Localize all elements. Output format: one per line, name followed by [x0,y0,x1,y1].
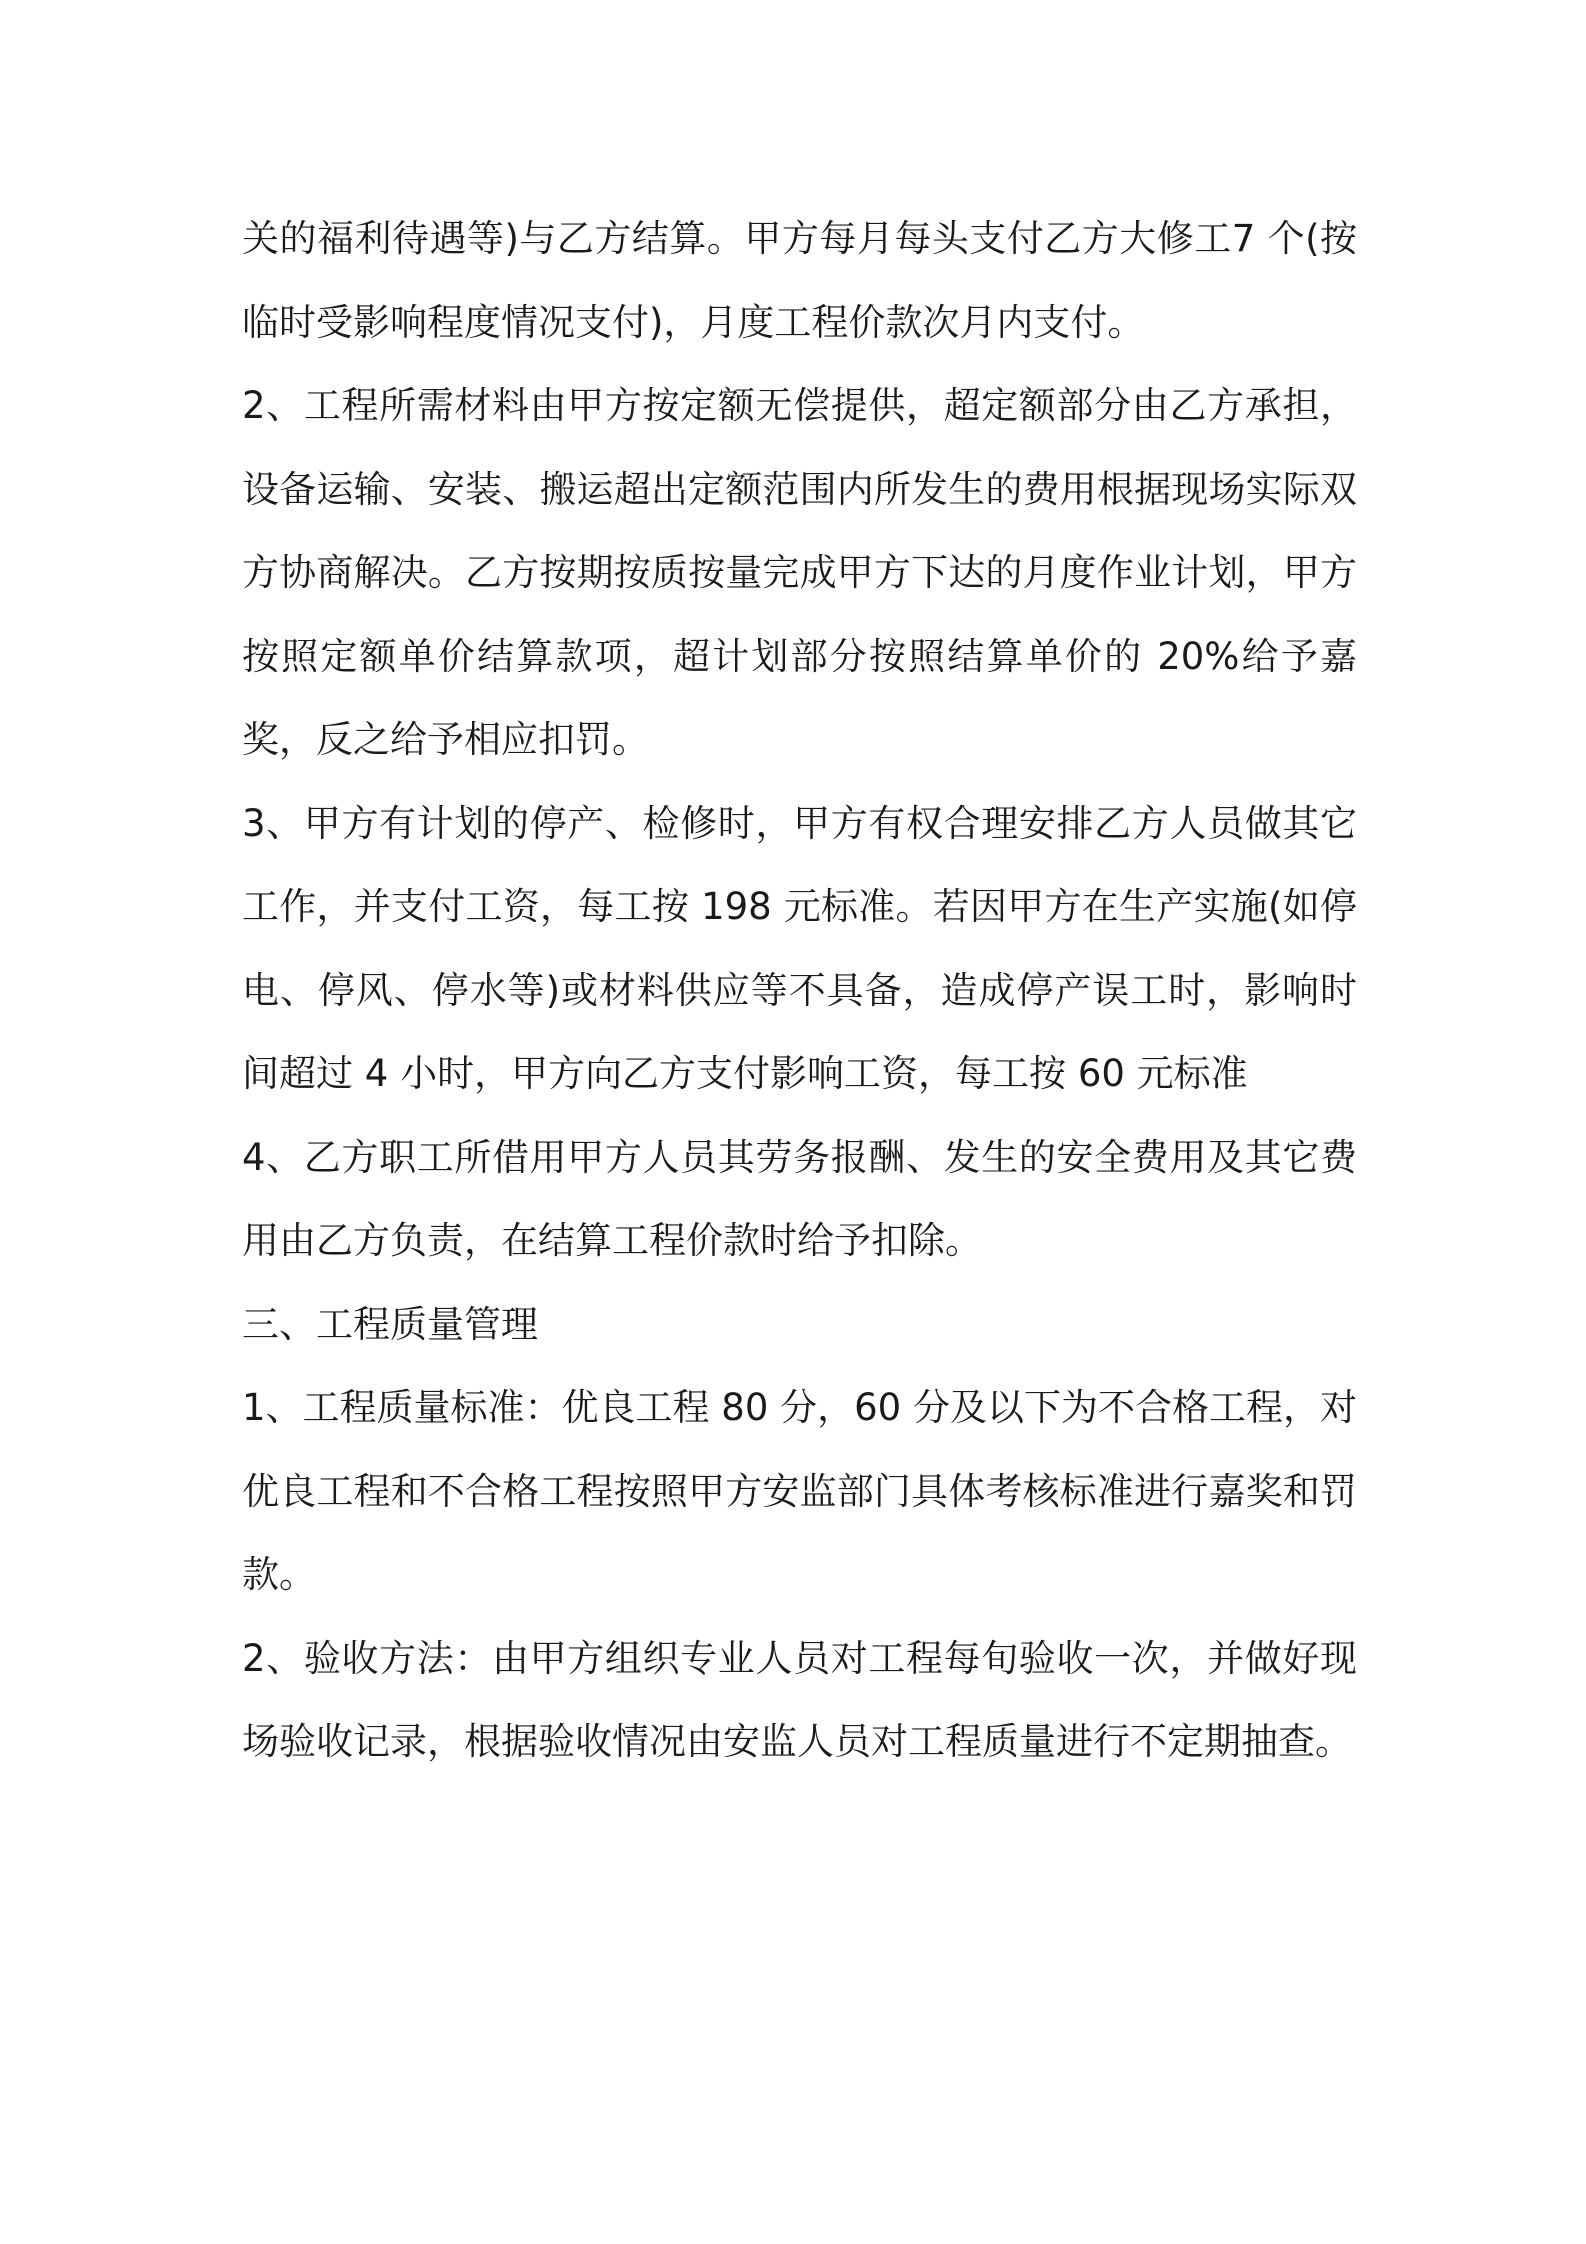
document-body [242,197,1357,1784]
paragraph-acceptance-method: 2、验收方法：由甲方组织专业人员对工程每旬验收一次，并做好现场验收记录，根据验收情况由安监人员对工程质量进行不定期抽查。 [242,1636,1357,1763]
paragraph-labor-costs: 4、乙方职工所借用甲方人员其劳务报酬、发生的安全费用及其它费用由乙方负责，在结算工程价款时给予扣除。 [242,1135,1357,1262]
paragraph-quality-standard: 1、工程质量标准：优良工程 80 分，60 分及以下为不合格工程，对优良工程和不合格工程按照甲方安监部门具体考核标准进行嘉奖和罚款。 [242,1386,1357,1596]
paragraph-shutdown: 3、甲方有计划的停产、检修时，甲方有权合理安排乙方人员做其它工作，并支付工资，每工按 198 元标准。若因甲方在生产实施(如停电、停风、停水等)或材料供应等不具备，造成停产误工时，影响时间超过 4 小时，甲方向乙方支付影响工资，每工按 60 元标准 [242,801,1357,1095]
paragraph-settlement: 关的福利待遇等)与乙方结算。甲方每月每头支付乙方大修工7 个(按临时受影响程度情况支付)，月度工程价款次月内支付。 [242,217,1357,344]
section-heading-quality: 三、工程质量管理 [242,1302,538,1346]
paragraph-materials: 2、工程所需材料由甲方按定额无偿提供，超定额部分由乙方承担，设备运输、安装、搬运超出定额范围内所发生的费用根据现场实际双方协商解决。乙方按期按质按量完成甲方下达的月度作业计划，甲方按照定额单价结算款项，超计划部分按照结算单价的 20%给予嘉奖，反之给予相应扣罚。 [242,384,1357,761]
